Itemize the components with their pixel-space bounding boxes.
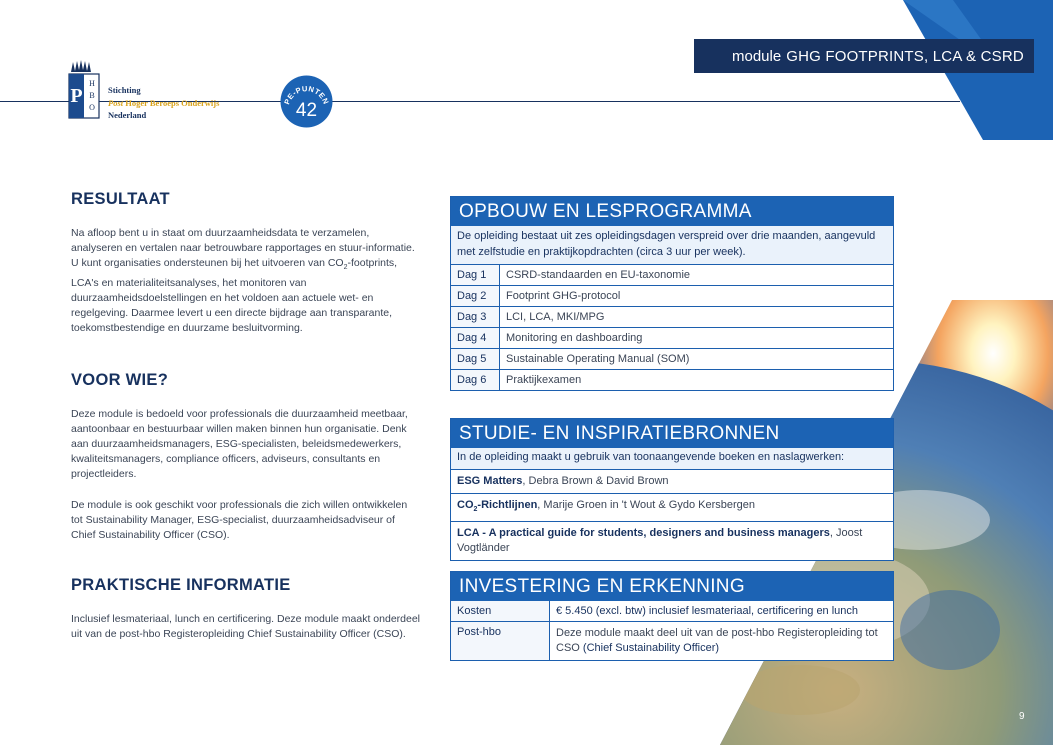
page-number: 9 <box>1019 711 1025 722</box>
table-row <box>451 307 893 328</box>
day-topic: Monitoring en dashboarding <box>506 332 643 344</box>
module-banner <box>694 39 1034 73</box>
logo-monogram-o: O <box>89 103 95 112</box>
studie-title: STUDIE- EN INSPIRATIEBRONNEN <box>451 419 893 448</box>
logo-wordmark <box>108 84 219 122</box>
voor-wie-text-1: Deze module is bedoeld voor professionals die duurzaamheid meetbaar, aantoonbaar en bestuurbaar willen maken binnen hun organisatie. Denk aan duurzaamheidsmanagers, ESG-specialisten, beleidsmedewerkers, kwaliteitsmanagers, compliance officers, adviseurs, consultants en projectleiders. <box>71 407 408 481</box>
table-row <box>451 328 893 349</box>
opbouw-intro: De opleiding bestaat uit zes opleidingsdagen verspreid over drie maanden, aangevuld met zelfstudie en praktijkopdrachten (circa 3 uur per week). <box>451 226 893 265</box>
day-label: Dag 2 <box>451 286 500 306</box>
day-label: Dag 5 <box>451 349 500 369</box>
day-topic: Sustainable Operating Manual (SOM) <box>506 353 690 365</box>
investering-title: INVESTERING EN ERKENNING <box>451 572 893 601</box>
left-column <box>71 190 421 643</box>
day-label: Dag 4 <box>451 328 500 348</box>
book-row: $CO_2$-Richtlijnen, Marije Groen in 't Wout & Gydo Kersbergen <box>451 494 893 522</box>
book-row: LCA - A practical guide for students, designers and business managers, Joost Vogtländer <box>457 526 863 554</box>
studie-table <box>450 418 894 561</box>
posthbo-value: Deze module maakt deel uit van de post-hbo Registeropleiding tot CSO (Chief Sustainability Officer) <box>556 627 878 654</box>
pe-badge-value: 42 <box>295 100 318 121</box>
day-label: Dag 1 <box>451 265 500 285</box>
day-topic: LCI, LCA, MKI/MPG <box>506 311 605 323</box>
kosten-label: Kosten <box>451 601 550 621</box>
investering-table <box>450 571 894 661</box>
voor-wie-title: VOOR WIE? <box>71 370 169 389</box>
book-row: ESG Matters, Debra Brown & David Brown <box>451 470 893 494</box>
table-row <box>451 601 893 622</box>
opbouw-days <box>451 265 893 390</box>
day-label: Dag 3 <box>451 307 500 327</box>
table-row <box>451 370 893 390</box>
opbouw-title: OPBOUW EN LESPROGRAMMA <box>451 197 893 226</box>
logo-line-3: Nederland <box>108 110 147 120</box>
posthbo-label: Post-hbo <box>451 622 550 660</box>
table-row <box>451 265 893 286</box>
praktisch-text: Inclusief lesmateriaal, lunch en certificering. Deze module maakt onderdeel uit van de post-hbo Registeropleiding Chief Sustainability Officer (CSO). <box>71 613 421 641</box>
opbouw-table <box>450 196 894 391</box>
day-topic: Praktijkexamen <box>506 374 582 386</box>
day-topic: CSRD-standaarden en EU-taxonomie <box>506 269 691 281</box>
logo-monogram-h: H <box>89 79 95 88</box>
table-row <box>451 286 893 307</box>
logo-line-2: Post Hoger Beroeps Onderwijs <box>108 97 220 108</box>
module-title: GHG FOOTPRINTS, LCA & CSRD <box>786 47 1024 65</box>
resultaat-title: RESULTAAT <box>71 190 170 208</box>
voor-wie-text-2: De module is ook geschikt voor professionals die zich willen ontwikkelen tot Sustainability Manager, ESG-specialist, duurzaamheidsadviseur of Chief Sustainability Officer (CSO). <box>71 498 408 541</box>
module-prefix: module <box>732 47 782 65</box>
day-label: Dag 6 <box>451 370 500 390</box>
praktisch-title: PRAKTISCHE INFORMATIE <box>71 576 291 595</box>
kosten-value: € 5.450 (excl. btw) inclusief lesmateriaal, certificering en lunch <box>556 605 859 617</box>
phbo-logo <box>67 60 107 122</box>
logo-line-1: Stichting <box>108 85 141 95</box>
day-topic: Footprint GHG-protocol <box>506 290 621 302</box>
pe-badge-label: PE-PUNTEN <box>282 84 331 106</box>
table-row <box>451 349 893 370</box>
logo-monogram-p: P <box>70 85 83 107</box>
logo-monogram-b: B <box>89 91 95 100</box>
resultaat-text: Na afloop bent u in staat om duurzaamheidsdata te verzamelen, analyseren en vertalen naar betrouwbare rapportages en stuur-informatie. U kunt organisaties ondersteunen bij het uitvoeren van $CO_2$-footprints, LCA's en materialiteitsanalyses, het monitoren van duurzaamheidsdoelstellingen en het voldoen aan actuele wet- en regelgeving. Daarmee levert u een directe bijdrage aan transparante, toekomstbestendige en duurzame besluitvorming. <box>71 227 415 335</box>
studie-intro: In de opleiding maakt u gebruik van toonaangevende boeken en naslagwerken: <box>451 448 893 470</box>
table-row <box>451 622 893 660</box>
pe-points-badge <box>280 75 333 128</box>
